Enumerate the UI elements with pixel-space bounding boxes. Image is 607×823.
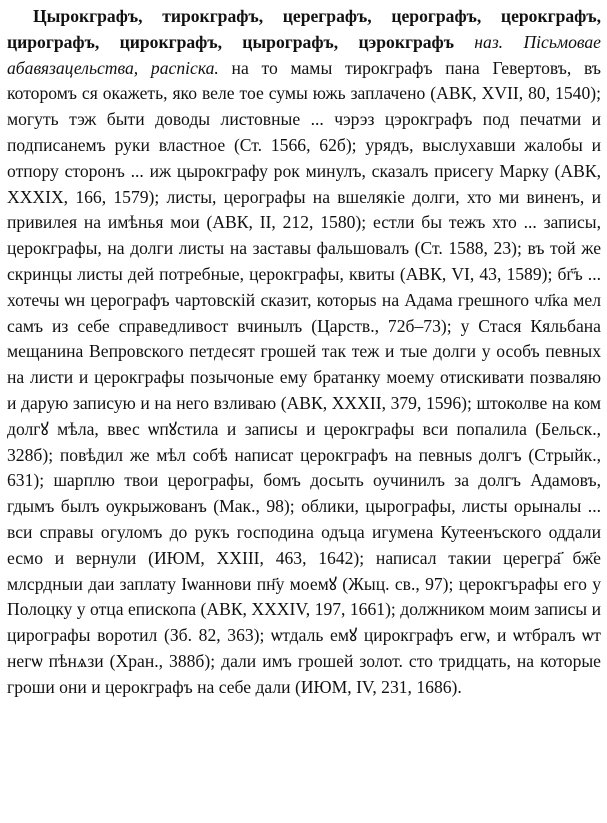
dictionary-entry: [7, 4, 601, 701]
entry-citations: на то мамы тирокграфъ пана Гевертовъ, въ которомъ ся окажеть, яко веле тое сумы южь заплачено (АВК, XVII, 80, 1540); могуть тэж быти доводы листовные ... чэрэз цэрокграфъ под печатми и подписанемъ руки властное (Ст. 1566, 62б); урядъ, выслухавши жалобы и отпору сторонъ ... иж цырокграфу рок минулъ, сказалъ присегу Марку (АВК, XXXIX, 166, 1579); листы, церографы на вшелякіе долги, хто ми виненъ, и привилея на имѣнья мои (АВК, II, 212, 1580); естли бы тежъ хто ... записы, церокграфы, на долги листы на заставы фальшовалъ (Ст. 1588, 23); въ той же скринцы листы дей потребные, церокграфы, квиты (АВК, VI, 43, 1589); бг҃ъ ... хотечы ѡн церографъ чартовскій сказит, которыѕ на Адама грешного чл҃ка мел самъ из себе справедливост вчинылъ (Царств., 72б–73); у Стася Кяльбана мещанина Вепровского петдесят грошей так теж и тые долги у особъ певных на листи и церокграфы позычоные ему братанку моему отискивати позваляю и дарую записую и на него взливаю (АВК, XXXII, 379, 1596); штоколве на ком долгꙋ мѣла, ввес ѡпꙋстила и записы и церокграфы вси попалила (Бельск., 328б); повѣдил же мѣл собѣ написат церокграфъ на певныѕ долгъ (Стрыйк., 631); шарплю твои церографы, бомъ досыть оучинилъ за долгъ Адамовъ, гдымъ былъ оукрыжованъ (Мак., 98); облики, цырографы, листы орыналы ... вси справы огуломъ до рукъ господина одъца игумена Кутеенъского оддали есмо и вернули (ИЮМ, XXIII, 463, 1642); написал такии церегра҃ бж҃е млсрдныи даи заплату Іѡаннови пн҃у моемꙋ (Жыц. св., 97); церокгърафы его у Полоцку у отца епископа (АВК, XXXIV, 197, 1661); должником моим записы и цирографы воротил (Зб. 82, 363); ѡтдаль емꙋ цирокграфъ егѡ, и ѡтбралъ ѡт негѡ пѣнѧзи (Хран., 388б); дали имъ грошей золот. сто тридцать, на которые гроши они и церокграфъ на себе дали (ИЮМ, IV, 231, 1686).: [7, 57, 601, 697]
entry-definition: Пісьмовае абавязацельства, распіска.: [7, 31, 601, 78]
part-of-speech: наз.: [474, 31, 504, 52]
entry-headword: Цырокграфъ, тирокграфъ, цереграфъ, церографъ, церокграфъ, цирографъ, цирокграфъ, цырографъ, цэрокграфъ: [7, 6, 601, 52]
